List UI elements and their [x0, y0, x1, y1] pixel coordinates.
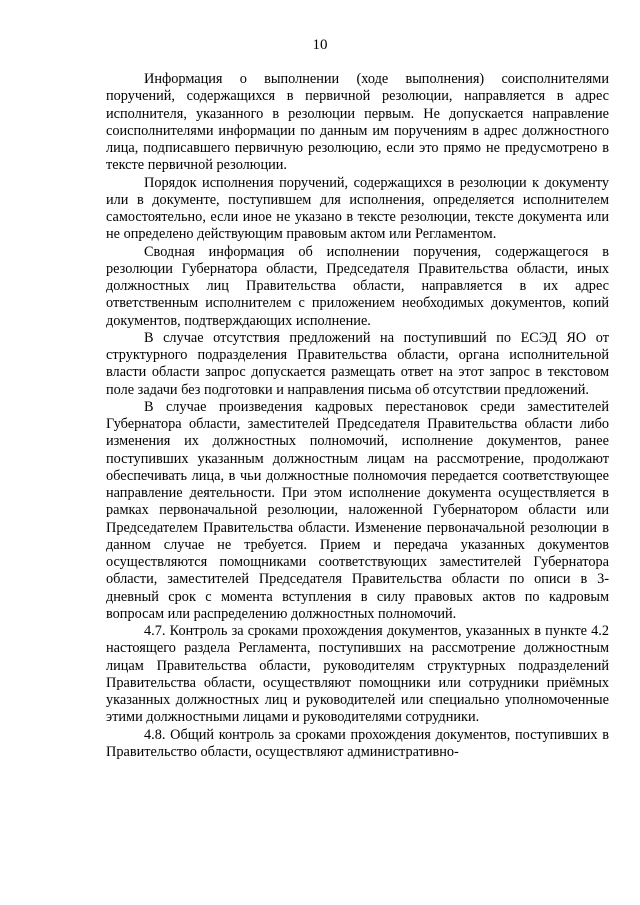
- paragraph-coexecutor-info: Информация о выполнении (ходе выполнения) соисполнителями поручений, содержащихся в первичной резолюции, направляется в адрес исполнителя, указанного в резолюции первым. Не допускается направление соисполнителями информации по данным им поручениям в адрес должностного лица, подписавшего первичную резолюцию, если это прямо не предусмотрено в тексте первичной резолюции.: [106, 71, 609, 174]
- paragraph-execution-order: Порядок исполнения поручений, содержащихся в резолюции к документу или в документе, поступившем для исполнения, определяется исполнителем самостоятельно, если иное не указано в тексте резолюции, тексте документа или не определено действующим правовым актом или Регламентом.: [106, 174, 609, 243]
- paragraph-4-7: 4.7. Контроль за сроками прохождения документов, указанных в пункте 4.2 настоящего раздела Регламента, поступивших на рассмотрение должностным лицам Правительства области, руководителям структурных подразделений Правительства области, осуществляют помощники или сотрудники приёмных указанных должностных лиц и руководителей или специально уполномоченные этими должностными лицами и руководителями сотрудники.: [106, 623, 609, 726]
- document-body: [106, 71, 609, 761]
- paragraph-staff-changes: В случае произведения кадровых перестановок среди заместителей Губернатора области, заместителей Председателя Правительства области либо изменения их должностных полномочий, исполнение документов, ранее поступивших указанным должностным лицам на рассмотрение, продолжают обеспечивать лица, в чьи должностные полномочия передается соответствующее направление деятельности. При этом исполнение документа осуществляется в рамках первоначальной резолюции, наложенной Губернатором области или Председателем Правительства области. Изменение первоначальной резолюции в данном случае не требуется. Прием и передача указанных документов осуществляются помощниками соответствующих заместителей Губернатора области, заместителей Председателя Правительства области по описи в 3-дневный срок с момента вступления в силу правовых актов по кадровым вопросам или распределению должностных полномочий.: [106, 398, 609, 622]
- paragraph-summary-info: Сводная информация об исполнении поручения, содержащегося в резолюции Губернатора области, Председателя Правительства области, иных должностных лиц Правительства области, направляется в их адрес ответственным исполнителем с приложением необходимых документов, копий документов, подтверждающих исполнение.: [106, 243, 609, 329]
- paragraph-no-proposals: В случае отсутствия предложений на поступивший по ЕСЭД ЯО от структурного подразделения Правительства области, органа исполнительной власти области запрос допускается размещать ответ на этот запрос в текстовом поле задачи без подготовки и направления письма об отсутствии предложений.: [106, 329, 609, 398]
- page-number: 10: [312, 37, 328, 53]
- paragraph-4-8: 4.8. Общий контроль за сроками прохождения документов, поступивших в Правительство области, осуществляют административно-: [106, 726, 609, 760]
